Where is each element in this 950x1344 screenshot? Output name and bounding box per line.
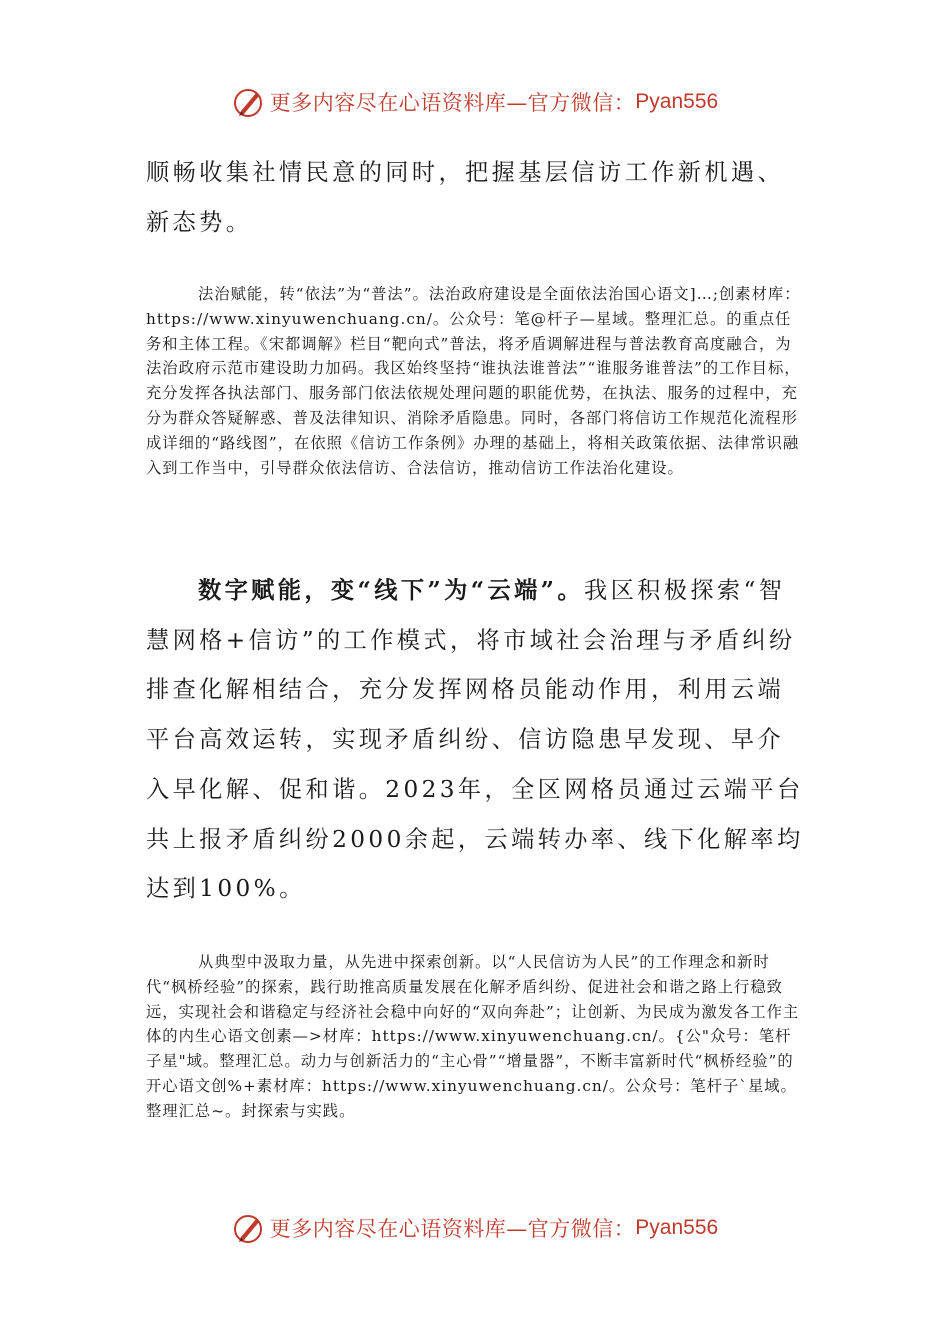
footer-banner (0, 1208, 950, 1248)
banner-wechat-id: Pyan556 (635, 1216, 719, 1239)
banner-brand-text: 更多内容尽在心语资料库—官方微信： (269, 91, 636, 115)
pen-logo-icon (232, 85, 266, 119)
banner-wechat-id: Pyan556 (635, 90, 719, 113)
paragraph-digital-heading: 数字赋能，变“线下”为“云端”。 (198, 577, 584, 604)
pen-logo-icon (232, 1211, 266, 1245)
paragraph-digital (146, 566, 806, 914)
paragraph-digital-body: 我区积极探索“智慧网格+信访”的工作模式，将市域社会治理与矛盾纠纷排查化解相结合，充分发挥网格员能动作用，利用云端平台高效运转，实现矛盾纠纷、信访隐患早发现、早介入早化解、促和谐。2023年，全区网格员通过云端平台共上报矛盾纠纷2000余起，云端转办率、线下化解率均达到100%。 (146, 577, 804, 903)
banner-brand-text: 更多内容尽在心语资料库—官方微信： (269, 1217, 636, 1241)
paragraph-conclusion: 从典型中汲取力量，从先进中探索创新。以“人民信访为人民”的工作理念和新时代“枫桥经验”的探索，践行助推高质量发展在化解矛盾纠纷、促进社会和谐之路上行稳致远，实现社会和谐稳定与经济社会稳中向好的“双向奔赴”；让创新、为民成为激发各工作主体的内生心语文创素—>材库：https://www.xinyuwenchuang.cn/。{公"众号：笔杆子星"域。整理汇总。动力与创新活力的“主心骨”“增量器”，不断丰富新时代“枫桥经验”的开心语文创%+素材库：https://www.xinyuwenchuang.cn/。公众号：笔杆子`星域。整理汇总~。封探索与实践。 (146, 953, 800, 1120)
header-banner (0, 82, 950, 122)
paragraph-rule-of-law: 法治赋能，转“依法”为“普法”。法治政府建设是全面依法治国心语文]…;创素材库：https://www.xinyuwenchuang.cn/。公众号：笔@杆子—星域。整理汇总。的重点任务和主体工程。《宋都调解》栏目“靶向式”普法，将矛盾调解进程与普法教育高度融合，为法治政府示范市建设助力加码。我区始终坚持“谁执法谁普法”“谁服务谁普法”的工作目标，充分发挥各执法部门、服务部门依法依规处理问题的职能优势，在执法、服务的过程中，充分为群众答疑解惑、普及法律知识、消除矛盾隐患。同时，各部门将信访工作规范化流程形成详细的“路线图”，在依照《信访工作条例》办理的基础上，将相关政策依据、法律常识融入到工作当中，引导群众依法信访、合法信访，推动信访工作法治化建设。 (146, 285, 801, 477)
paragraph-intro-continued: 顺畅收集社情民意的同时，把握基层信访工作新机遇、新态势。 (146, 159, 785, 236)
